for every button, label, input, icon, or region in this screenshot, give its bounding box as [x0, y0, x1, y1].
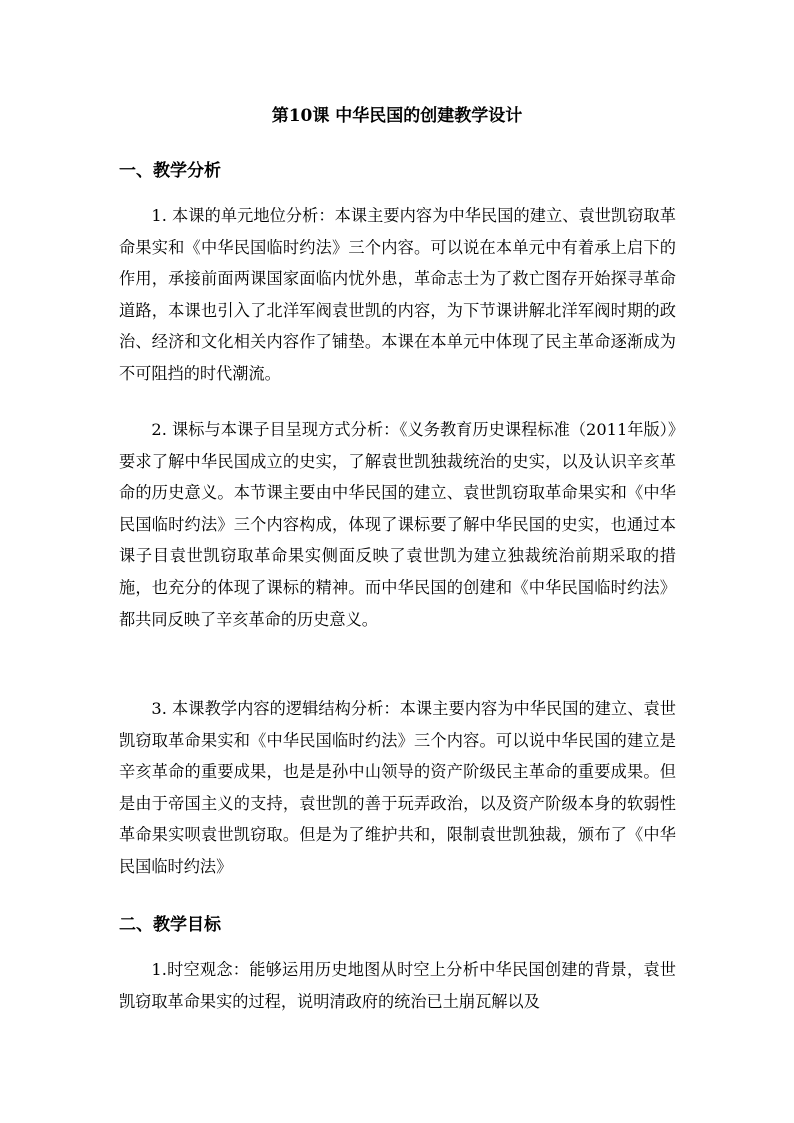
document-title: 第10课 中华民国的创建教学设计 — [271, 106, 523, 126]
paragraph-curriculum-standard-analysis: 2. 课标与本课子目呈现方式分析：《义务教育历史课程标准（2011年版）》要求了解中华民国成立的史实，了解袁世凯独裁统治的史实，以及认识辛亥革命的历史意义。本节课主要由中华民国的建立、袁世凯窃取革命果实和《中华民国临时约法》三个内容构成，体现了课标要了解中华民国的史实，也通过本课子目袁世凯窃取革命果实侧面反映了袁世凯为建立独裁统治前期采取的措施，也充分的体现了课标的精神。而中华民国的创建和《中华民国临时约法》都共同反映了辛亥革命的历史意义。 — [119, 420, 676, 629]
paragraph-logical-structure-analysis: 3. 本课教学内容的逻辑结构分析：本课主要内容为中华民国的建立、袁世凯窃取革命果实和《中华民国临时约法》三个内容。可以说中华民国的建立是辛亥革命的重要成果，也是是孙中山领导的资产阶级民主革命的重要成果。但是由于帝国主义的支持，袁世凯的善于玩弄政治，以及资产阶级本身的软弱性革命果实呗袁世凯窃取。但是为了维护共和，限制袁世凯独裁，颁布了《中华民国临时约法》 — [119, 699, 676, 876]
paragraph-spatiotemporal-concept: 1.时空观念：能够运用历史地图从时空上分析中华民国创建的背景，袁世凯窃取革命果实的过程，说明清政府的统治已土崩瓦解以及 — [119, 960, 676, 1011]
paragraph-unit-position-analysis: 1. 本课的单元地位分析：本课主要内容为中华民国的建立、袁世凯窃取革命果实和《中华民国临时约法》三个内容。可以说在本单元中有着承上启下的作用，承接前面两课国家面临内忧外患，革命志士为了救亡图存开始探寻革命道路，本课也引入了北洋军阀袁世凯的内容，为下节课讲解北洋军阀时期的政治、经济和文化相关内容作了铺垫。本课在本单元中体现了民主革命逐渐成为不可阻挡的时代潮流。 — [119, 206, 676, 383]
section-heading-teaching-objectives: 二、教学目标 — [119, 915, 221, 935]
section-heading-teaching-analysis: 一、教学分析 — [119, 161, 221, 181]
